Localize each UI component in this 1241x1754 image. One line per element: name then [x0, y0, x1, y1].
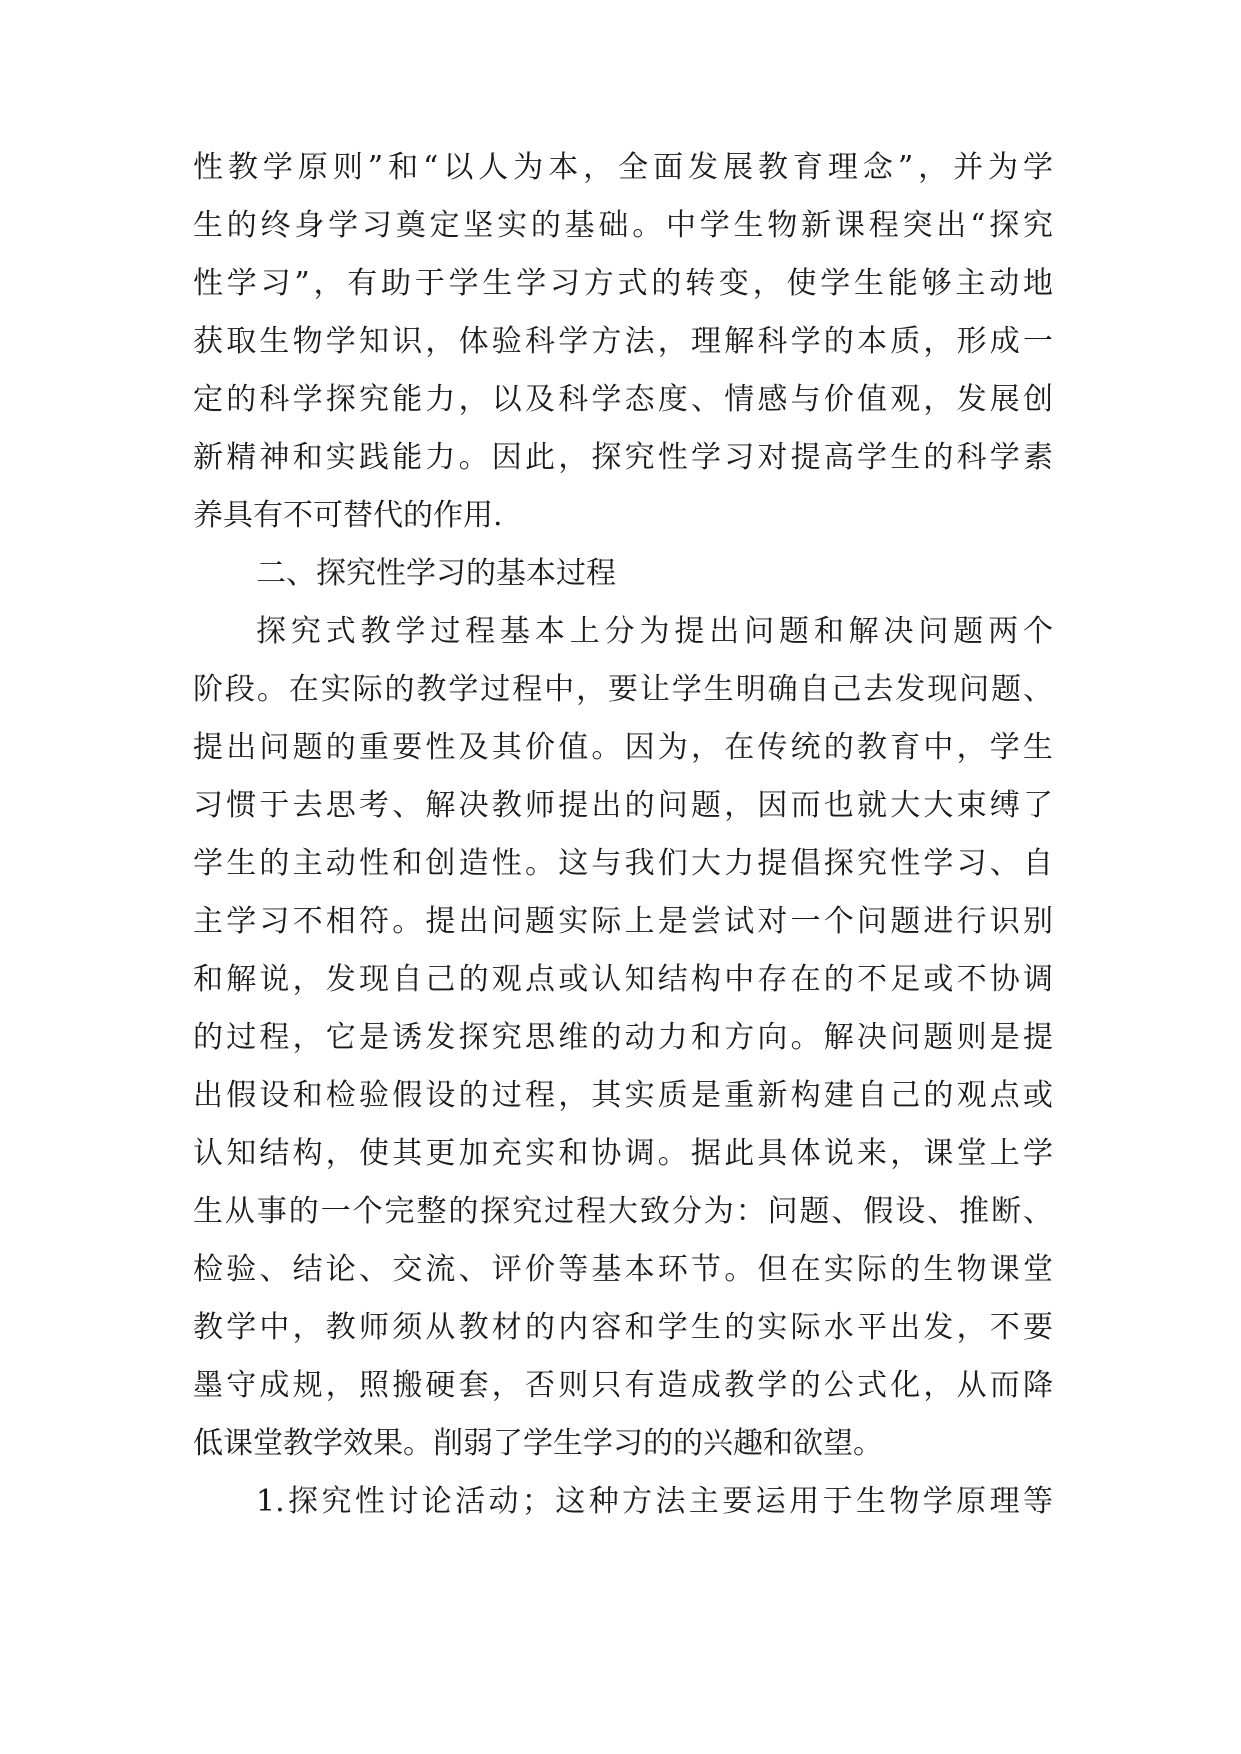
paragraph-line: 的过程，它是诱发探究思维的动力和方向。解决问题则是提 [193, 1020, 1053, 1055]
paragraph-line: 阶段。在实际的教学过程中，要让学生明确自己去发现问题、 [193, 672, 1053, 707]
paragraph-line: 认知结构，使其更加充实和协调。据此具体说来，课堂上学 [193, 1136, 1053, 1171]
paragraph-line: 性教学原则”和“以人为本，全面发展教育理念”，并为学 [193, 150, 1053, 185]
paragraph-line: 和解说，发现自己的观点或认知结构中存在的不足或不协调 [193, 962, 1053, 997]
paragraph-line: 教学中，教师须从教材的内容和学生的实际水平出发，不要 [193, 1310, 1053, 1345]
paragraph-line: 性学习”，有助于学生学习方式的转变，使学生能够主动地 [193, 266, 1053, 301]
paragraph-line: 新精神和实践能力。因此，探究性学习对提高学生的科学素 [193, 440, 1053, 475]
paragraph-line: 习惯于去思考、解决教师提出的问题，因而也就大大束缚了 [193, 788, 1053, 823]
paragraph-line: 探究式教学过程基本上分为提出问题和解决问题两个 [256, 614, 1053, 649]
paragraph-line: 墨守成规，照搬硬套，否则只有造成教学的公式化，从而降 [193, 1368, 1053, 1403]
paragraph-line: 主学习不相符。提出问题实际上是尝试对一个问题进行识别 [193, 904, 1053, 939]
paragraph-line: 定的科学探究能力，以及科学态度、情感与价值观，发展创 [193, 382, 1053, 417]
paragraph-line: 养具有不可替代的作用. [193, 498, 503, 533]
paragraph-line: 生的终身学习奠定坚实的基础。中学生物新课程突出“探究 [193, 208, 1053, 243]
section-heading: 二、探究性学习的基本过程 [256, 556, 616, 591]
paragraph-line: 低课堂教学效果。削弱了学生学习的的兴趣和欲望。 [193, 1426, 883, 1461]
paragraph-line: 获取生物学知识，体验科学方法，理解科学的本质，形成一 [193, 324, 1053, 359]
list-item: 1.探究性讨论活动；这种方法主要运用于生物学原理等 [256, 1484, 1053, 1519]
paragraph-line: 出假设和检验假设的过程，其实质是重新构建自己的观点或 [193, 1078, 1053, 1113]
paragraph-line: 提出问题的重要性及其价值。因为，在传统的教育中，学生 [193, 730, 1053, 765]
paragraph-line: 生从事的一个完整的探究过程大致分为：问题、假设、推断、 [193, 1194, 1053, 1229]
paragraph-line: 检验、结论、交流、评价等基本环节。但在实际的生物课堂 [193, 1252, 1053, 1287]
paragraph-line: 学生的主动性和创造性。这与我们大力提倡探究性学习、自 [193, 846, 1053, 881]
